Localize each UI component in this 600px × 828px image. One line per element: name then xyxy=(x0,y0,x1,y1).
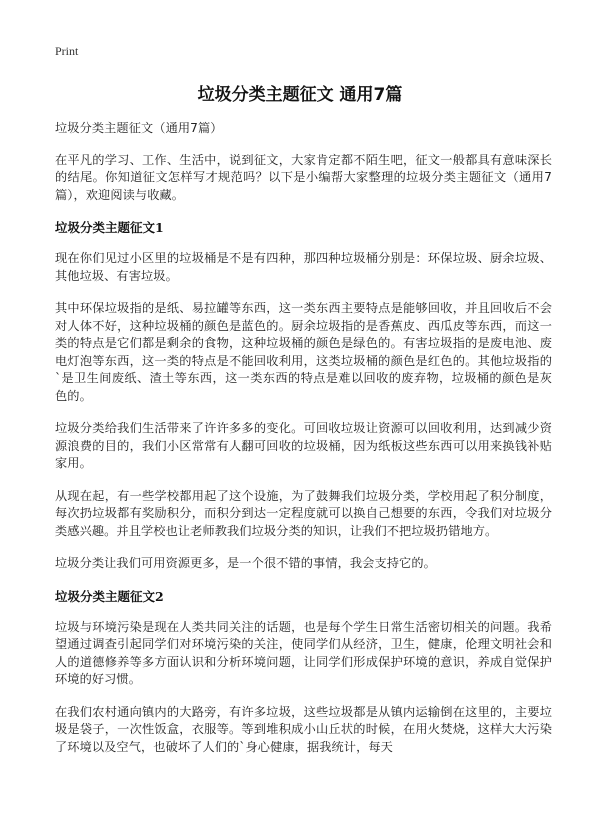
paragraph: 从现在起，有一些学校都用起了这个设施，为了鼓舞我们垃圾分类，学校用起了积分制度，每次扔垃圾都有奖励积分，而积分到达一定程度就可以换自己想要的东西，令我们对垃圾分类感兴趣。并且学校也让老师教我们垃圾分类的知识，让我们不把垃圾扔错地方。 xyxy=(55,488,552,538)
section-heading: 垃圾分类主题征文1 xyxy=(55,220,164,235)
print-link[interactable]: Print xyxy=(55,44,79,58)
article-subtitle: 垃圾分类主题征文（通用7篇） xyxy=(55,121,223,135)
paragraph: 现在你们见过小区里的垃圾桶是不是有四种，那四种垃圾桶分别是：环保垃圾、厨余垃圾、其他垃圾、有害垃圾。 xyxy=(55,251,552,283)
paragraph: 垃圾分类让我们可用资源更多，是一个很不错的事情，我会支持它的。 xyxy=(55,556,436,570)
intro-paragraph: 在平凡的学习、工作、生活中，说到征文，大家肯定都不陌生吧，征文一般都具有意味深长的结尾。你知道征文怎样写才规范吗？以下是小编帮大家整理的垃圾分类主题征文（通用7篇），欢迎阅读与收藏。 xyxy=(55,152,552,202)
page-title: 垃圾分类主题征文 通用7篇 xyxy=(197,85,403,105)
paragraph: 垃圾与环境污染是现在人类共同关注的话题，也是每个学生日常生活密切相关的问题。我希望通过调查引起同学们对环境污染的关注，使同学们从经济，卫生，健康，伦理文明社会和人的道德修养等多方面认识和分析环境问题，让同学们形成保护环境的意识，养成自觉保护环境的好习惯。 xyxy=(55,619,552,686)
paragraph: 在我们农村通向镇内的大路旁，有许多垃圾，这些垃圾都是从镇内运输倒在这里的，主要垃圾是袋子，一次性饭盒，衣服等。等到堆积成小山丘状的时候，在用火焚烧，这样大大污染了环境以及空气，也破坏了人们的`身心健康，据我统计，每天 xyxy=(55,704,552,754)
paragraph: 其中环保垃圾指的是纸、易拉罐等东西，这一类东西主要特点是能够回收，并且回收后不会对人体不好，这种垃圾桶的颜色是蓝色的。厨余垃圾指的是香蕉皮、西瓜皮等东西，而这一类的特点是它们都是剩余的食物，这种垃圾桶的颜色是绿色的。有害垃圾指的是废电池、废电灯泡等东西，这一类的特点是不能回收利用，这类垃圾桶的颜色是红色的。其他垃圾指的`是卫生间废纸、渣土等东西，这一类东西的特点是难以回收的废弃物，垃圾桶的颜色是灰色的。 xyxy=(55,301,552,403)
paragraph: 垃圾分类给我们生活带来了许许多多的变化。可回收垃圾让资源可以回收利用，达到减少资源浪费的目的，我们小区常常有人翻可回收的垃圾桶，因为纸板这些东西可以用来换钱补贴家用。 xyxy=(55,421,552,470)
section-heading: 垃圾分类主题征文2 xyxy=(55,588,164,604)
article-body xyxy=(55,120,552,771)
